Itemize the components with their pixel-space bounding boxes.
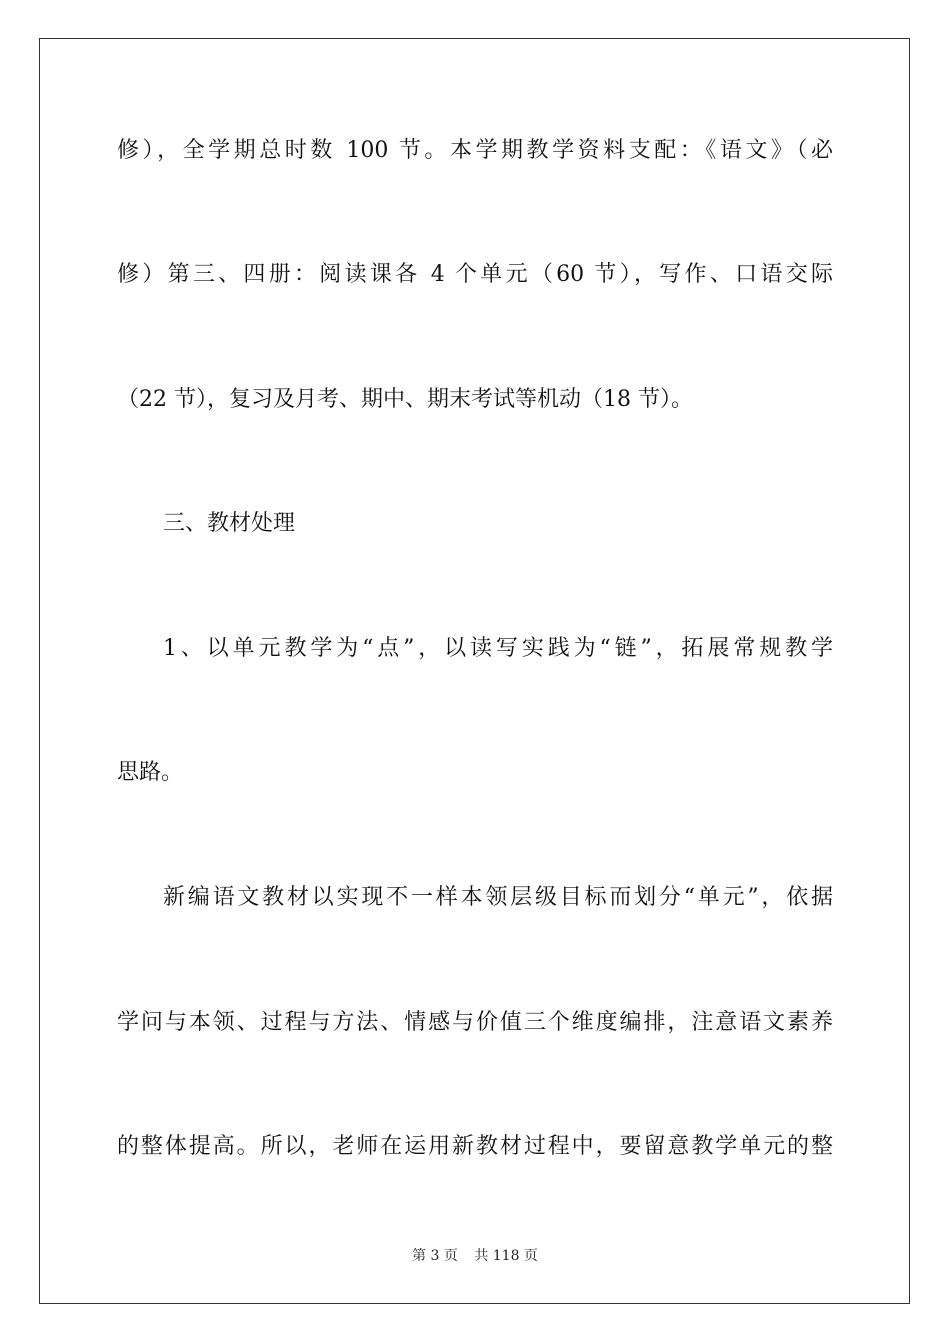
section-heading: 三、教材处理 — [163, 511, 296, 536]
text-line: 修），全学期总时数 100 节。本学期教学资料支配：《语文》（必 — [117, 138, 833, 163]
page-number: 第 3 页 — [412, 1248, 458, 1264]
page-border — [39, 38, 910, 1304]
page-footer — [0, 1247, 950, 1265]
text-line: 1、以单元教学为“点”，以读写实践为“链”，拓展常规教学 — [163, 636, 833, 661]
text-line: 学问与本领、过程与方法、情感与价值三个维度编排，注意语文素养 — [117, 1010, 833, 1035]
text-line: （22 节），复习及月考、期中、期末考试等机动（18 节）。 — [117, 387, 693, 412]
page-total: 共 118 页 — [474, 1248, 538, 1264]
text-line: 新编语文教材以实现不一样本领层级目标而划分“单元”，依据 — [163, 885, 833, 910]
text-line: 思路。 — [117, 760, 184, 785]
text-line: 的整体提高。所以，老师在运用新教材过程中，要留意教学单元的整 — [117, 1134, 833, 1159]
text-line: 修）第三、四册：阅读课各 4 个单元（60 节），写作、口语交际 — [117, 262, 833, 287]
